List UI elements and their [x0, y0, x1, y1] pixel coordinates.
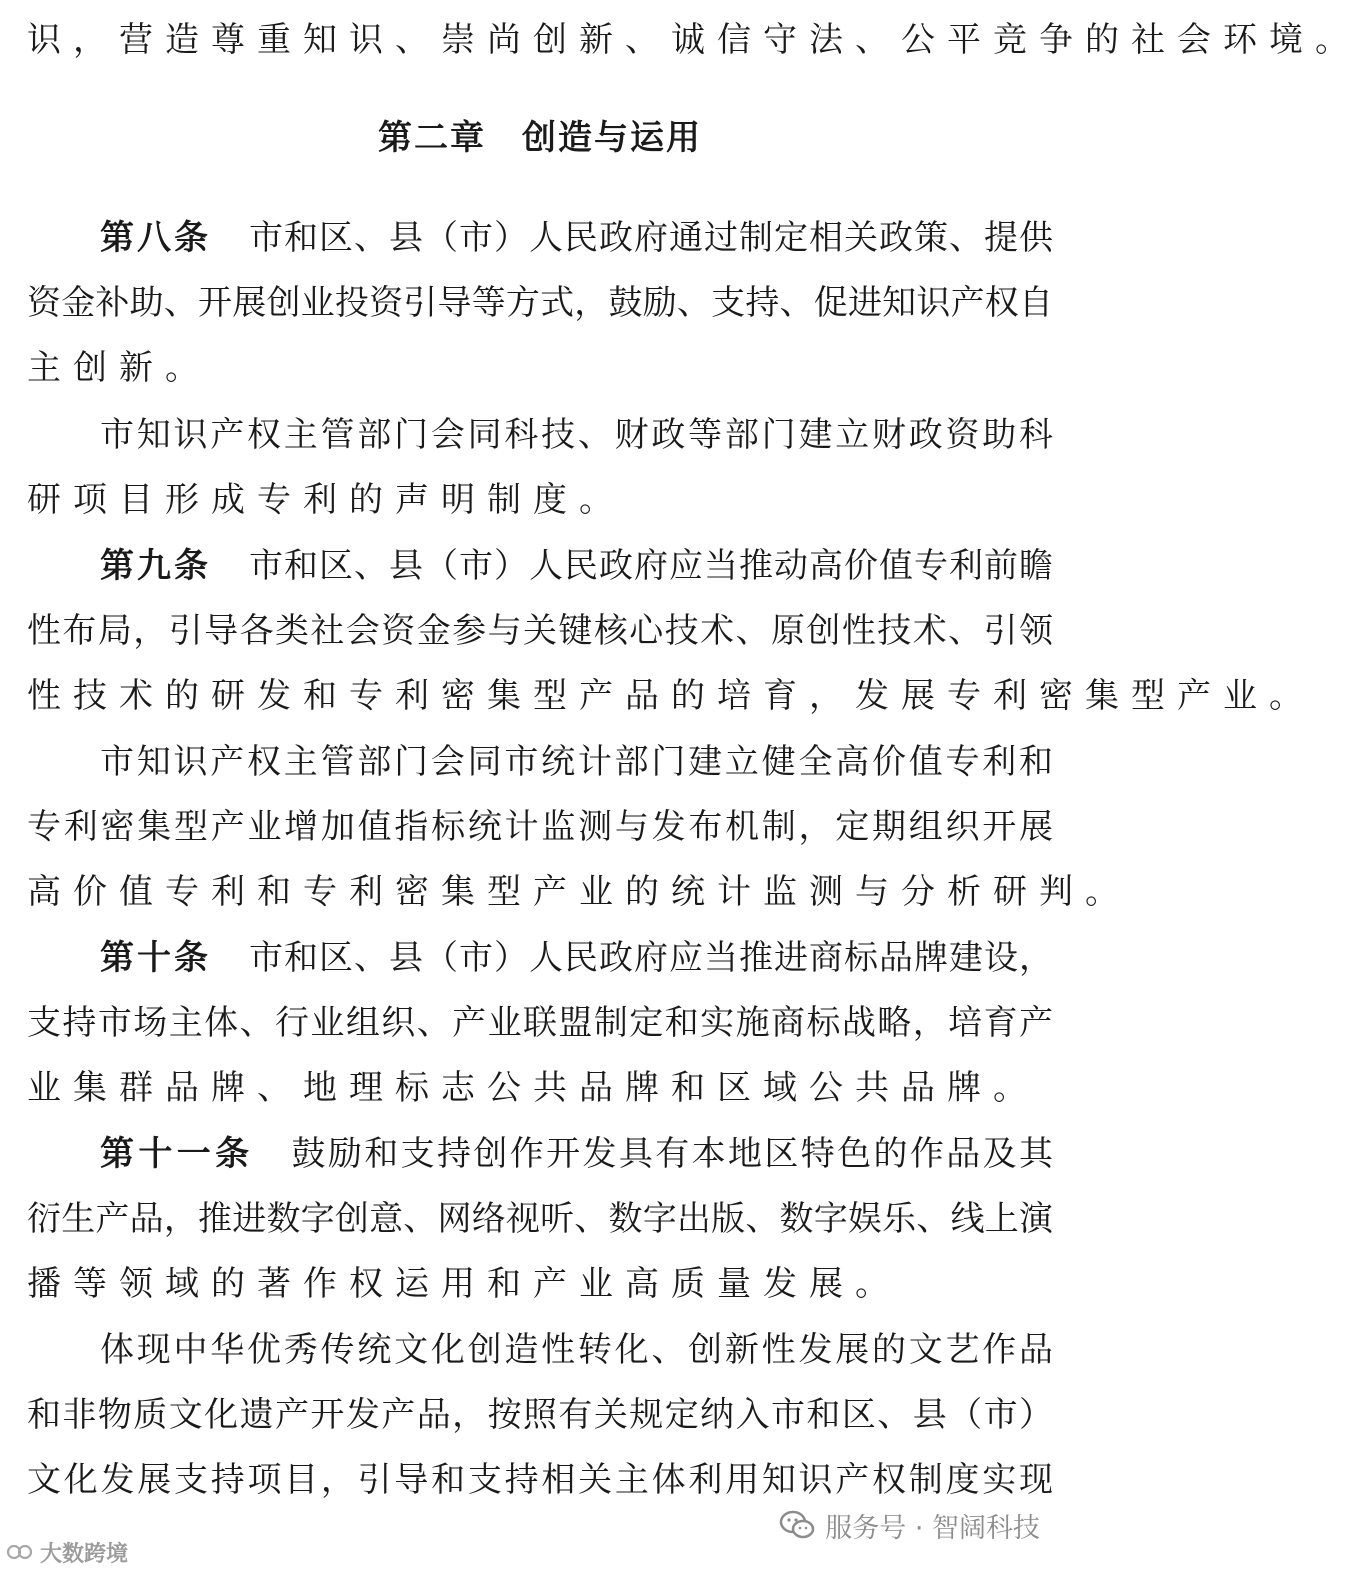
- text-line: 研项目形成专利的声明制度。: [27, 480, 625, 520]
- text-line: 衍生产品，推进数字创意、网络视听、数字出版、数字娱乐、线上演: [27, 1199, 1053, 1239]
- text-line: 专利密集型产业增加值指标统计监测与发布机制，定期组织开展: [27, 807, 1053, 847]
- wechat-icon: [779, 1510, 815, 1540]
- text-line: 识，营造尊重知识、崇尚创新、诚信守法、公平竞争的社会环境。: [27, 20, 1361, 60]
- text-line: 高价值专利和专利密集型产业的统计监测与分析研判。: [27, 872, 1131, 912]
- text-line: 文化发展支持项目，引导和支持相关主体利用知识产权制度实现: [27, 1460, 1053, 1500]
- article-text: 市和区、县（市）人民政府应当推进商标品牌建设，: [249, 938, 1053, 978]
- article-text: 鼓励和支持创作开发具有本地区特色的作品及其: [291, 1134, 1053, 1174]
- article-9-first-line: [100, 540, 1053, 592]
- article-8-first-line: [100, 212, 1053, 264]
- article-10-first-line: [100, 932, 1053, 984]
- text-line: 和非物质文化遗产开发产品，按照有关规定纳入市和区、县（市）: [27, 1395, 1053, 1435]
- watermark-account-name: 服务号 · 智阔科技: [825, 1512, 1040, 1544]
- article-label: 第九条: [100, 546, 211, 586]
- text-line: 播等领域的著作权运用和产业高质量发展。: [27, 1264, 901, 1304]
- site-logo-icon: [6, 1541, 34, 1563]
- article-label: 第十一条: [100, 1134, 254, 1174]
- text-line: 支持市场主体、行业组织、产业联盟制定和实施商标战略，培育产: [27, 1003, 1053, 1043]
- article-11-first-line: [100, 1128, 1053, 1180]
- site-watermark: [6, 1536, 128, 1568]
- text-line: 性技术的研发和专利密集型产品的培育，发展专利密集型产业。: [27, 676, 1315, 716]
- article-label: 第八条: [100, 218, 211, 258]
- text-line: 市知识产权主管部门会同科技、财政等部门建立财政资助科: [100, 415, 1053, 455]
- text-line: 资金补助、开展创业投资引导等方式，鼓励、支持、促进知识产权自: [27, 283, 1053, 323]
- article-text: 市和区、县（市）人民政府通过制定相关政策、提供: [249, 218, 1053, 258]
- wechat-watermark: [779, 1505, 1040, 1545]
- text-line: 市知识产权主管部门会同市统计部门建立健全高价值专利和: [100, 742, 1053, 782]
- text-line: 性布局，引导各类社会资金参与关键核心技术、原创性技术、引领: [27, 611, 1053, 651]
- site-watermark-text: 大数跨境: [40, 1541, 129, 1567]
- article-label: 第十条: [100, 938, 211, 978]
- text-line: 业集群品牌、地理标志公共品牌和区域公共品牌。: [27, 1068, 1039, 1108]
- chapter-title: 第二章 创造与运用: [378, 118, 702, 158]
- article-text: 市和区、县（市）人民政府应当推动高价值专利前瞻: [249, 546, 1053, 586]
- text-line: 体现中华优秀传统文化创造性转化、创新性发展的文艺作品: [100, 1330, 1053, 1370]
- text-line: 主创新。: [27, 348, 211, 388]
